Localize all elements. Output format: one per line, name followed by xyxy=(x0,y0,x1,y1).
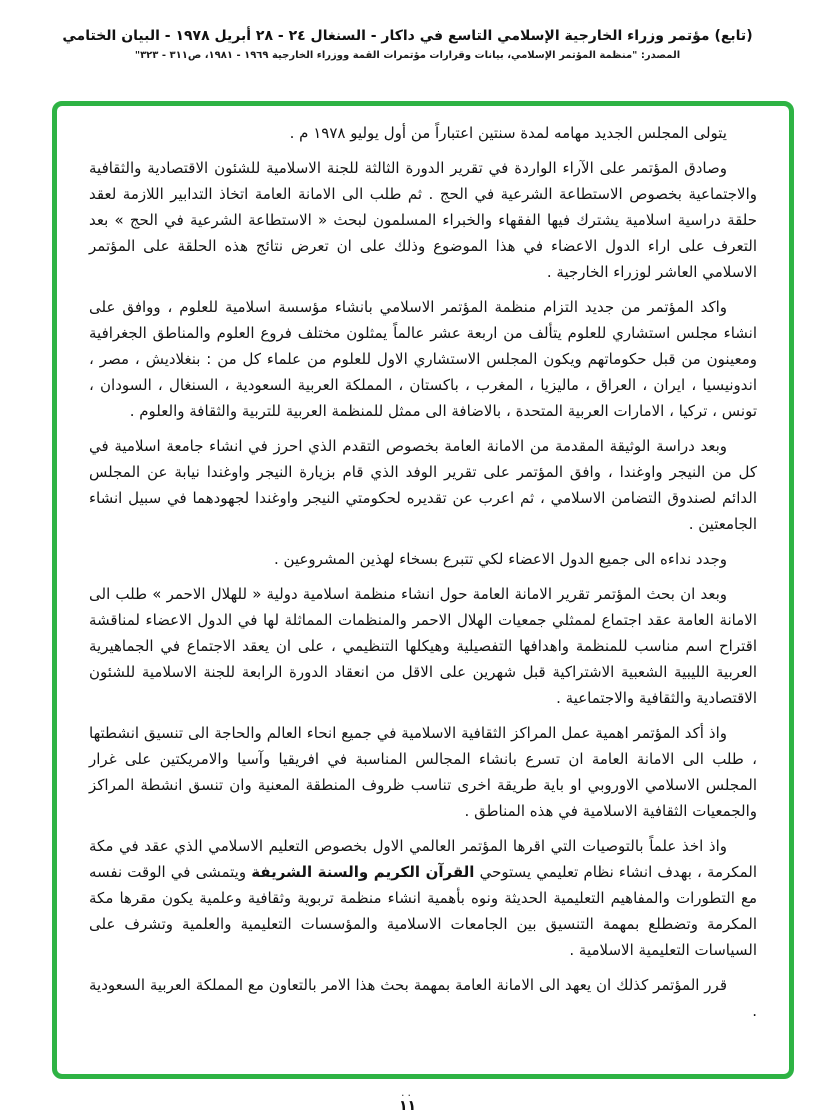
paragraph-text: وجدد نداءه الى جميع الدول الاعضاء لكي تتبرع بسخاء لهذين المشروعين . xyxy=(274,550,727,568)
paragraph xyxy=(89,720,757,824)
page-number: ١١ xyxy=(398,1098,417,1114)
paragraph-text: واكد المؤتمر من جديد التزام منظمة المؤتمر الاسلامي بانشاء مؤسسة اسلامية للعلوم ، ووافق على انشاء مجلس استشاري للعلوم يتألف من اربعة عشر عالماً يمثلون مختلف فروع العلوم والمناطق الجغرافية ومعينون من قبل حكوماتهم ويكون المجلس الاستشاري الاول للعلوم من علماء كل من : بنغلاديش ، مصر ، اندونيسيا ، ايران ، العراق ، ماليزيا ، المغرب ، باكستان ، المملكة العربية السعودية ، السنغال ، السودان ، تونس ، تركيا ، الامارات العربية المتحدة ، بالاضافة الى ممثل للمنظمة العربية للتربية والثقافة والعلوم . xyxy=(89,298,757,420)
paragraph xyxy=(89,546,757,572)
paragraph xyxy=(89,120,757,146)
paragraph xyxy=(89,155,757,285)
paragraph-text: واذ أكد المؤتمر اهمية عمل المراكز الثقافية الاسلامية في جميع انحاء العالم والحاجة الى تنسيق انشطتها ، طلب الى الامانة العامة ان تسرع بانشاء المجالس المناسبة في افريقيا وآسيا والامريكتين على غرار المجلس الاسلامي الاوروبي او باية طريقة اخرى تناسب ظروف المنطقة المعنية وان تنسق انشطة المراكز والجمعيات الثقافية الاسلامية في هذه المناطق . xyxy=(89,724,757,820)
paragraph xyxy=(89,833,757,963)
highlight-frame xyxy=(52,101,794,1079)
paragraph-text: وبعد ان بحث المؤتمر تقرير الامانة العامة حول انشاء منظمة اسلامية دولية « للهلال الاحمر » طلب الى الامانة العامة عقد اجتماع لممثلي جمعيات الهلال الاحمر والمنظمات المماثلة لها في الدول الاعضاء لمناقشة اقتراح اسم مناسب للمنظمة واهدافها التفصيلية وهيكلها التنظيمي ، على ان يعقد الاجتماع في الجماهيرية العربية الليبية الشعبية الاشتراكية قبل شهرين على الاقل من انعقاد الدورة الرابعة للجنة الاسلامية للشئون الاقتصادية والثقافية والاجتماعية . xyxy=(89,585,757,707)
paragraph-text: واذ اخذ علماً بالتوصيات التي اقرها المؤتمر العالمي الاول بخصوص التعليم الاسلامي الذي عقد في مكة المكرمة ، بهدف انشاء نظام تعليمي يستوحي xyxy=(89,837,757,881)
source-citation: المصدر: "منظمة المؤتمر الإسلامي، بيانات وقرارات مؤتمرات القمة ووزراء الخارجية ١٩٦٩ - ١٩٨١، ص٣١١ - ٣٢٣" xyxy=(134,50,681,61)
footer-dots: .. xyxy=(401,1086,414,1099)
page-title: (تابع) مؤتمر وزراء الخارجية الإسلامي التاسع في داكار - السنغال ٢٤ - ٢٨ أبريل ١٩٧٨ - البيان الختامي xyxy=(62,28,753,44)
page-footer xyxy=(0,1088,815,1114)
paragraph xyxy=(89,294,757,424)
paragraph-text: وصادق المؤتمر على الآراء الواردة في تقرير الدورة الثالثة للجنة الاسلامية للشئون الاقتصادية والثقافية والاجتماعية بخصوص الاستطاعة الشرعية في الحج . ثم طلب الى الامانة العامة اتخاذ التدابير اللازمة لعقد حلقة دراسية اسلامية يشترك فيها الفقهاء والخبراء المسلمون لبحث « الاستطاعة الشرعية في الحج » بعد التعرف على اراء الدول الاعضاء في هذا الموضوع وذلك على ان تعرض نتائج هذه الحلقة على المؤتمر الاسلامي العاشر لوزراء الخارجية . xyxy=(89,159,757,281)
paragraph-text: وبعد دراسة الوثيقة المقدمة من الامانة العامة بخصوص التقدم الذي احرز في انشاء جامعة اسلامية في كل من النيجر واوغندا ، وافق المؤتمر على تقرير الوفد الذي قام بزيارة النيجر واوغندا نيابة عن المجلس الدائم لصندوق التضامن الاسلامي ، ثم اعرب عن تقديره لحكومتي النيجر واوغندا لجهودهما في سبيل انشاء الجامعتين . xyxy=(89,437,757,533)
emphasized-text: القرآن الكريم والسنة الشريفة xyxy=(251,863,475,881)
paragraph-text: ويتمشى في الوقت نفسه مع التطورات والمفاهيم التعليمية الحديثة ونوه بأهمية انشاء منظمة تربوية وثقافية وعلمية يكون مقرها مكة المكرمة وتضطلع بمهمة التنسيق بين الجامعات الاسلامية والمؤسسات التعليمية والعلمية وتشرف على السياسات التعليمية الاسلامية . xyxy=(89,863,757,959)
paragraph-text: قرر المؤتمر كذلك ان يعهد الى الامانة العامة بمهمة بحث هذا الامر بالتعاون مع المملكة العربية السعودية . xyxy=(89,976,757,1020)
paragraph-text: يتولى المجلس الجديد مهامه لمدة سنتين اعتباراً من أول يوليو ١٩٧٨ م . xyxy=(289,124,727,142)
paragraph xyxy=(89,433,757,537)
document-header xyxy=(0,28,815,61)
paragraph xyxy=(89,581,757,711)
document-body xyxy=(57,106,789,1024)
paragraph xyxy=(89,972,757,1024)
